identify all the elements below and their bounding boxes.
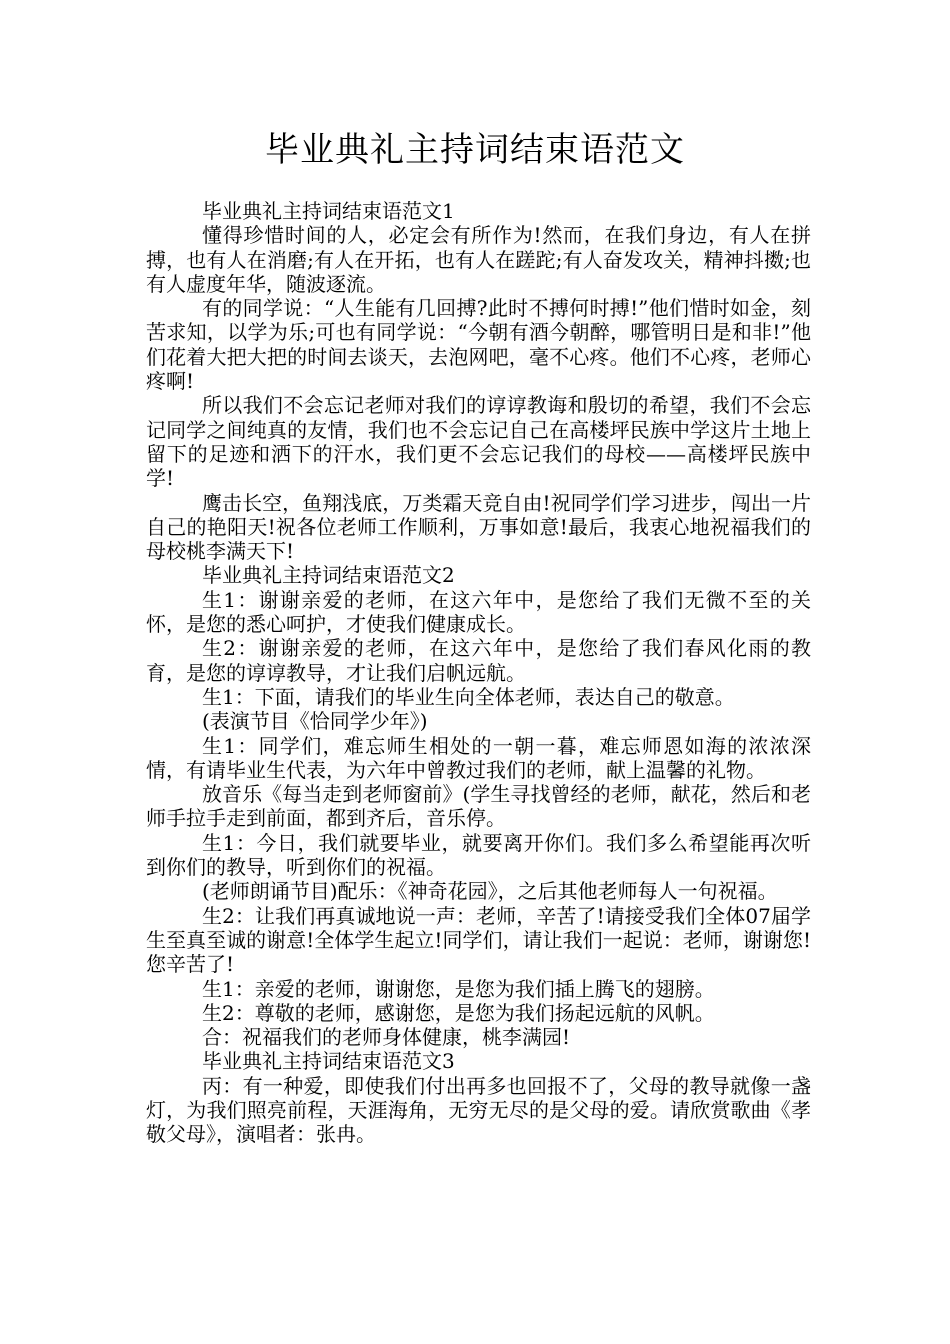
paragraph: 生2：让我们再真诚地说一声：老师，辛苦了!请接受我们全体07届学生至真至诚的谢意!全体学生起立!同学们，请让我们一起说：老师，谢谢您!您辛苦了! — [146, 903, 811, 977]
paragraph: (老师朗诵节目)配乐：《神奇花园》，之后其他老师每人一句祝福。 — [202, 879, 778, 904]
section-heading-3: 毕业典礼主持词结束语范文3 — [202, 1049, 455, 1074]
document-body — [146, 199, 811, 1147]
paragraph: 合：祝福我们的老师身体健康，桃李满园! — [202, 1025, 571, 1050]
section-heading-1: 毕业典礼主持词结束语范文1 — [202, 199, 455, 223]
paragraph: 生1：同学们，难忘师生相处的一朝一暮，难忘师恩如海的浓浓深情，有请毕业生代表，为六年中曾教过我们的老师，献上温馨的礼物。 — [146, 733, 811, 782]
paragraph: (表演节目《恰同学少年》) — [202, 709, 428, 734]
paragraph: 生1：下面，请我们的毕业生向全体老师，表达自己的敬意。 — [202, 684, 735, 709]
paragraph: 生2：尊敬的老师，感谢您，是您为我们扬起远航的风帆。 — [202, 1000, 715, 1025]
paragraph: 生1：谢谢亲爱的老师，在这六年中，是您给了我们无微不至的关怀，是您的悉心呵护，才使我们健康成长。 — [146, 587, 811, 637]
paragraph: 生1：今日，我们就要毕业，就要离开你们。我们多么希望能再次听到你们的教导，听到你们的祝福。 — [146, 830, 811, 880]
section-heading-2: 毕业典礼主持词结束语范文2 — [202, 563, 455, 588]
paragraph: 鹰击长空，鱼翔浅底，万类霜天竞自由!祝同学们学习进步，闯出一片自己的艳阳天!祝各位老师工作顺利，万事如意!最后，我衷心地祝福我们的母校桃李满天下! — [146, 490, 811, 564]
paragraph: 放音乐《每当走到老师窗前》(学生寻找曾经的老师，献花，然后和老师手拉手走到前面，都到齐后，音乐停。 — [146, 782, 811, 831]
paragraph: 所以我们不会忘记老师对我们的谆谆教诲和殷切的希望，我们不会忘记同学之间纯真的友情，我们也不会忘记自己在高楼坪民族中学这片土地上留下的足迹和洒下的汗水，我们更不会忘记我们的母校——高楼坪民族中学! — [146, 393, 811, 491]
paragraph: 生1：亲爱的老师，谢谢您，是您为我们插上腾飞的翅膀。 — [202, 976, 715, 1001]
paragraph: 生2：谢谢亲爱的老师，在这六年中，是您给了我们春风化雨的教育，是您的谆谆教导，才让我们启帆远航。 — [146, 636, 811, 685]
paragraph: 懂得珍惜时间的人，必定会有所作为!然而，在我们身边，有人在拼搏，也有人在消磨;有人在开拓，也有人在蹉跎;有人奋发攻关，精神抖擞;也有人虚度年华，随波逐流。 — [146, 223, 811, 296]
document-title: 毕业典礼主持词结束语范文 — [265, 130, 685, 170]
paragraph: 丙：有一种爱，即使我们付出再多也回报不了，父母的教导就像一盏灯，为我们照亮前程，天涯海角，无穷无尽的是父母的爱。请欣赏歌曲《孝敬父母》，演唱者：张冉。 — [146, 1073, 811, 1147]
paragraph: 有的同学说：“人生能有几回搏?此时不搏何时搏!”他们惜时如金，刻苦求知，以学为乐;可也有同学说：“今朝有酒今朝醉，哪管明日是和非!”他们花着大把大把的时间去谈天，去泡网吧，毫不心疼。他们不心疼，老师心疼啊! — [146, 296, 811, 394]
